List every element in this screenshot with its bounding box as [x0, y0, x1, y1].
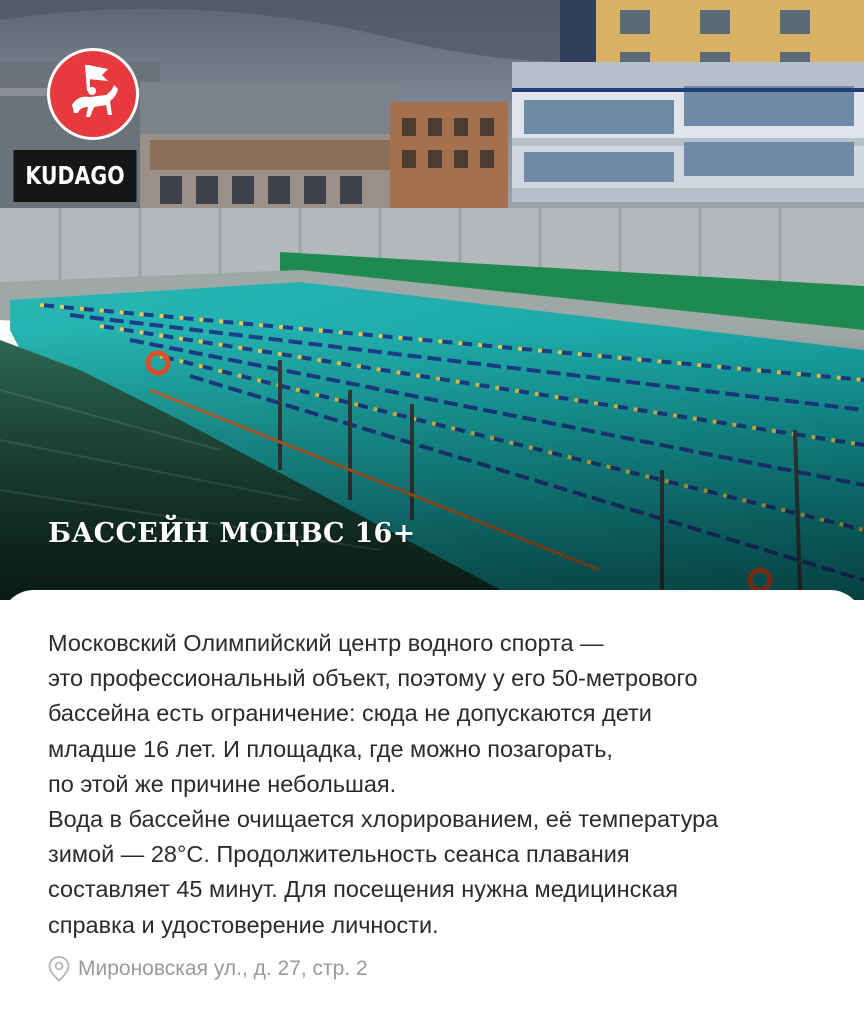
description [48, 626, 838, 943]
description-line: по этой же причине небольшая. [48, 770, 397, 797]
kudago-logo [0, 44, 150, 202]
description-line: справка и удостоверение личности. [48, 911, 439, 938]
location-pin-icon [48, 956, 70, 982]
description-line: Вода в бассейне очищается хлорированием, её температура [48, 806, 719, 833]
description-line: составляет 45 минут. Для посещения нужна медицинская [48, 876, 679, 903]
description-line: зимой — 28°C. Продолжительность сеанса плавания [48, 841, 630, 868]
address [48, 956, 368, 982]
description-line: это профессиональный объект, поэтому у его 50-метрового [48, 665, 698, 692]
logo-emblem-icon [47, 48, 139, 140]
address-text: Мироновская ул., д. 27, стр. 2 [78, 957, 368, 980]
post-title: БАССЕЙН МОЦВС 16+ [48, 518, 416, 549]
description-line: бассейна есть ограничение: сюда не допускаются дети [48, 700, 652, 727]
brand-name: KUDAGO [14, 150, 137, 202]
text-panel [0, 590, 864, 1024]
description-line: Московский Олимпийский центр водного спорта — [48, 630, 604, 656]
description-line: младше 16 лет. И площадка, где можно позагорать, [48, 735, 613, 762]
